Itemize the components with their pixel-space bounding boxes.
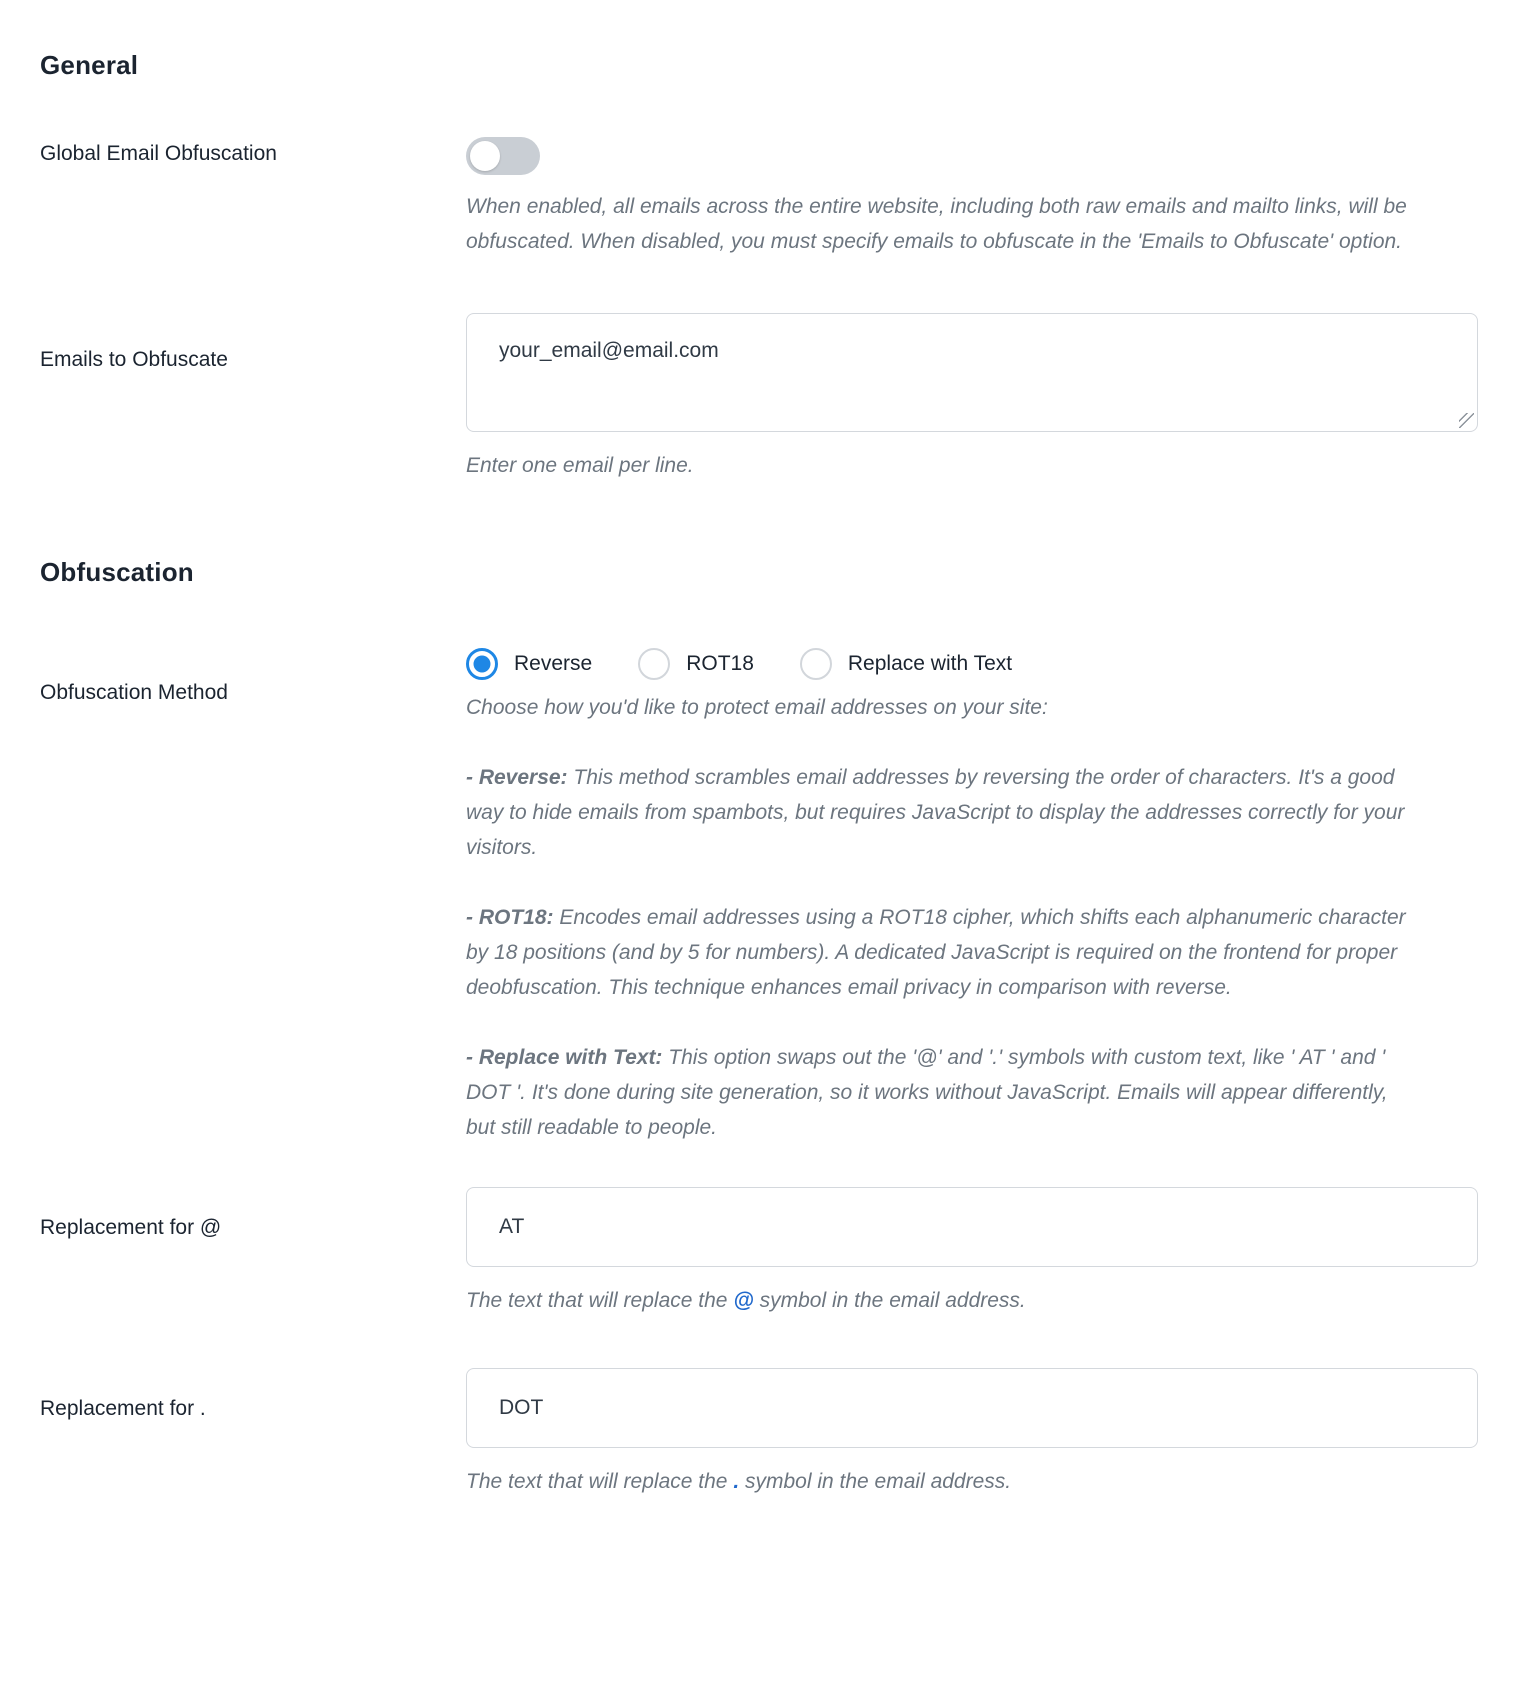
emails-to-obfuscate-textarea[interactable] bbox=[466, 313, 1478, 432]
replacement-dot-label: Replacement for . bbox=[40, 1397, 206, 1420]
global-obfuscation-toggle[interactable] bbox=[466, 137, 540, 175]
radio-unchecked-icon bbox=[800, 648, 832, 680]
replacement-dot-input[interactable] bbox=[466, 1368, 1478, 1448]
field-row-emails-to-obfuscate bbox=[40, 313, 1478, 483]
obfuscation-method-label: Obfuscation Method bbox=[40, 681, 228, 704]
radio-checked-icon bbox=[466, 648, 498, 680]
replacement-at-control bbox=[466, 1187, 1478, 1318]
radio-unchecked-icon bbox=[638, 648, 670, 680]
radio-label-rot18: ROT18 bbox=[686, 652, 754, 675]
method-detail-reverse-text: This method scrambles email addresses by reversing the order of characters. It's a good way to hide emails from spambots, but requires JavaScript to display the addresses correctly for your visitors. bbox=[466, 766, 1405, 859]
replacement-dot-helper-prefix: The text that will replace the bbox=[466, 1470, 734, 1493]
toggle-knob-icon bbox=[470, 141, 500, 171]
at-symbol: @ bbox=[733, 1289, 754, 1312]
radio-label-reverse: Reverse bbox=[514, 652, 593, 675]
method-detail-reverse bbox=[466, 760, 1422, 865]
method-detail-rot18-term: - ROT18: bbox=[466, 906, 554, 929]
radio-option-reverse[interactable] bbox=[466, 648, 592, 680]
replacement-dot-helper-suffix: symbol in the email address. bbox=[739, 1470, 1012, 1493]
dot-symbol: . bbox=[733, 1470, 740, 1493]
method-detail-replace-term: - Replace with Text: bbox=[466, 1046, 663, 1069]
section-heading-obfuscation: Obfuscation bbox=[40, 557, 194, 587]
emails-textarea-wrap bbox=[466, 313, 1478, 432]
emails-to-obfuscate-label: Emails to Obfuscate bbox=[40, 348, 228, 371]
radio-option-replace-with-text[interactable] bbox=[800, 648, 1012, 680]
method-detail-replace-text: This option swaps out the '@' and '.' symbols with custom text, like ' AT ' and ' DOT '. It's done during site generation, so it works without JavaScript. Emails will appear differently, but still readable to people. bbox=[466, 1046, 1388, 1139]
replacement-dot-control bbox=[466, 1368, 1478, 1499]
radio-option-rot18[interactable] bbox=[638, 648, 754, 680]
emails-to-obfuscate-control bbox=[466, 313, 1478, 483]
global-obfuscation-description: When enabled, all emails across the entire website, including both raw emails and mailto links, will be obfuscated. When disabled, you must specify emails to obfuscate in the 'Emails to Obfuscate' option. bbox=[466, 195, 1407, 253]
field-row-global-obfuscation bbox=[40, 137, 1478, 259]
field-row-replacement-dot bbox=[40, 1368, 1478, 1499]
method-detail-rot18 bbox=[466, 900, 1422, 1005]
radio-label-replace-with-text: Replace with Text bbox=[847, 652, 1013, 675]
resize-handle-icon[interactable] bbox=[1459, 413, 1474, 428]
global-obfuscation-control bbox=[466, 137, 1478, 259]
field-row-obfuscation-method bbox=[40, 648, 1478, 1145]
emails-to-obfuscate-helper: Enter one email per line. bbox=[466, 454, 694, 477]
replacement-at-helper-suffix: symbol in the email address. bbox=[753, 1289, 1026, 1312]
replacement-at-helper-prefix: The text that will replace the bbox=[466, 1289, 734, 1312]
obfuscation-method-intro: Choose how you'd like to protect email addresses on your site: bbox=[466, 696, 1048, 719]
obfuscation-method-radio-group bbox=[466, 648, 1478, 680]
replacement-at-input[interactable] bbox=[466, 1187, 1478, 1267]
replacement-at-label: Replacement for @ bbox=[40, 1216, 222, 1239]
section-heading-general: General bbox=[40, 50, 139, 80]
method-detail-rot18-text: Encodes email addresses using a ROT18 cipher, which shifts each alphanumeric character by 18 positions (and by 5 for numbers). A dedicated JavaScript is required on the frontend for proper deobfuscation. This technique enhances email privacy in comparison with reverse. bbox=[466, 906, 1406, 999]
method-detail-reverse-term: - Reverse: bbox=[466, 766, 568, 789]
replacement-at-helper bbox=[466, 1283, 1422, 1318]
field-row-replacement-at bbox=[40, 1187, 1478, 1318]
replacement-dot-helper bbox=[466, 1464, 1422, 1499]
method-detail-replace-with-text bbox=[466, 1040, 1422, 1145]
global-obfuscation-label: Global Email Obfuscation bbox=[40, 142, 277, 165]
obfuscation-method-control bbox=[466, 648, 1478, 1145]
